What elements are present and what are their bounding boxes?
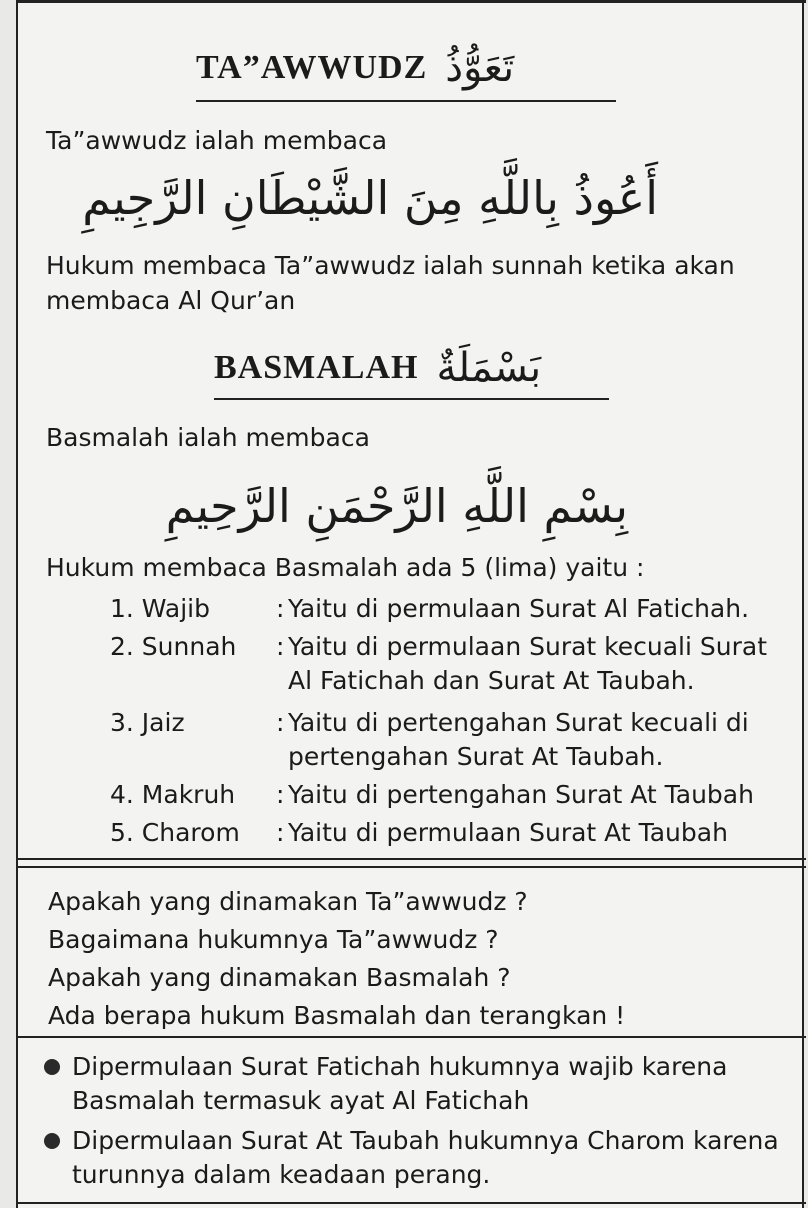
- basmalah-title-arabic: بَسْمَلَةٌ: [436, 345, 542, 391]
- hukum-item-charom: [110, 816, 808, 850]
- hukum-item-sunnah: [110, 630, 808, 698]
- question-3: Apakah yang dinamakan Basmalah ?: [48, 963, 511, 992]
- question-2: Bagaimana hukumnya Ta”awwudz ?: [48, 925, 499, 954]
- basmalah-heading-underline: [214, 398, 609, 400]
- note-text: Dipermulaan Surat At Taubah hukumnya Charom karena turunnya dalam keadaan perang.: [72, 1126, 779, 1189]
- hukum-item-jaiz: [110, 706, 808, 774]
- tawwudz-arabic-text: أَعُوذُ بِاللَّهِ مِنَ الشَّيْطَانِ الرَّجِيمِ: [82, 171, 658, 225]
- hukum-item-makruh: [110, 778, 808, 812]
- tawwudz-intro: Ta”awwudz ialah membaca: [46, 126, 388, 155]
- hukum-item-name: 5. Charom: [110, 818, 240, 847]
- hukum-item-name: 3. Jaiz: [110, 708, 185, 737]
- basmalah-title: BASMALAH: [214, 349, 419, 386]
- basmalah-hukum-list: [110, 592, 808, 850]
- tawwudz-title-arabic: تَعَوُّذُ: [445, 45, 515, 91]
- worksheet-page: [16, 0, 804, 1208]
- hukum-item-text: Yaitu di permulaan Surat At Taubah: [288, 818, 728, 847]
- tawwudz-hukum-line-2: membaca Al Qur’an: [46, 286, 296, 315]
- questions-box-top-border: [18, 858, 806, 860]
- hukum-item-colon: :: [276, 818, 285, 847]
- basmalah-arabic-text: بِسْمِ اللَّهِ الرَّحْمَنِ الرَّحِيمِ: [165, 479, 628, 533]
- questions-box-top-border-inner: [18, 866, 806, 868]
- hukum-item-colon: :: [276, 708, 285, 737]
- note-1: [44, 1050, 784, 1118]
- hukum-item-colon: :: [276, 594, 285, 623]
- hukum-item-text: Yaitu di permulaan Surat kecuali Surat Al Fatichah dan Surat At Taubah.: [288, 632, 768, 695]
- tawwudz-hukum-line-1: Hukum membaca Ta”awwudz ialah sunnah ketika akan: [46, 251, 735, 280]
- note-2: [44, 1124, 784, 1192]
- hukum-item-wajib: [110, 592, 808, 626]
- hukum-item-name: 4. Makruh: [110, 780, 236, 809]
- notes-box-top-border: [18, 1036, 806, 1038]
- hukum-item-colon: :: [276, 632, 285, 661]
- basmalah-intro: Basmalah ialah membaca: [46, 423, 370, 452]
- tawwudz-heading: [196, 38, 616, 98]
- basmalah-hukum-intro: Hukum membaca Basmalah ada 5 (lima) yaitu :: [46, 553, 645, 582]
- hukum-item-name: 1. Wajib: [110, 594, 210, 623]
- tawwudz-heading-underline: [196, 100, 616, 102]
- bottom-border: [18, 1202, 806, 1204]
- bullet-icon: [44, 1133, 60, 1149]
- hukum-item-text: Yaitu di pertengahan Surat At Taubah: [288, 780, 754, 809]
- bullet-icon: [44, 1059, 60, 1075]
- question-4: Ada berapa hukum Basmalah dan terangkan !: [48, 1001, 626, 1030]
- basmalah-heading: [214, 338, 609, 398]
- hukum-item-text: Yaitu di permulaan Surat Al Fatichah.: [288, 594, 750, 623]
- hukum-item-name: 2. Sunnah: [110, 632, 237, 661]
- hukum-item-text: Yaitu di pertengahan Surat kecuali di pertengahan Surat At Taubah.: [288, 708, 749, 771]
- tawwudz-title: TA”AWWUDZ: [196, 49, 428, 86]
- hukum-item-colon: :: [276, 780, 285, 809]
- note-text: Dipermulaan Surat Fatichah hukumnya wajib karena Basmalah termasuk ayat Al Fatichah: [72, 1052, 728, 1115]
- question-1: Apakah yang dinamakan Ta”awwudz ?: [48, 887, 528, 916]
- top-border: [18, 0, 806, 3]
